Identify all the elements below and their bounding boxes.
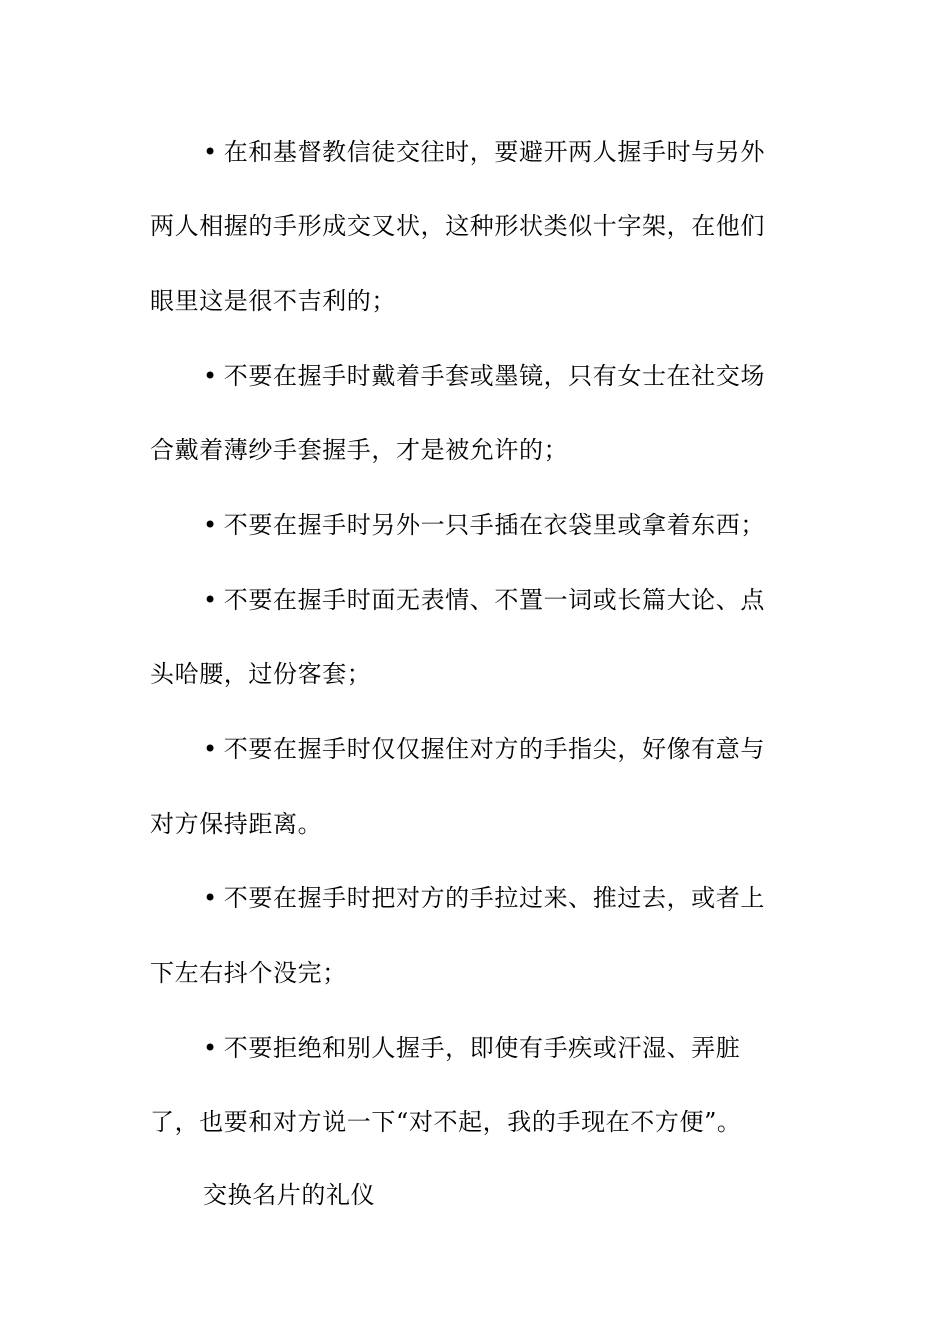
bullet-icon: • (203, 362, 218, 390)
paragraph-line: 合戴着薄纱手套握手，才是被允许的； (150, 436, 569, 464)
paragraph-line (203, 584, 765, 616)
bullet-icon: • (203, 511, 218, 539)
paragraph-line: 了，也要和对方说一下“对不起，我的手现在不方便”。 (150, 1108, 742, 1136)
paragraph-line: 两人相握的手形成交叉状，这种形状类似十字架，在他们 (150, 212, 765, 240)
paragraph-text: 不要在握手时戴着手套或墨镜，只有女士在社交场 (223, 362, 765, 390)
bullet-icon: • (203, 884, 218, 912)
section-heading: 交换名片的礼仪 (203, 1181, 376, 1209)
paragraph-text: 不要拒绝和别人握手，即使有手疾或汗湿、弄脏 (223, 1034, 741, 1062)
bullet-icon: • (203, 138, 218, 166)
paragraph-text: 不要在握手时另外一只手插在衣袋里或拿着东西； (223, 511, 765, 539)
paragraph-text: 不要在握手时面无表情、不置一词或长篇大论、点 (223, 586, 765, 614)
paragraph-line (203, 1032, 740, 1064)
paragraph-text: 在和基督教信徒交往时，要避开两人握手时与另外 (223, 138, 765, 166)
paragraph-line (203, 733, 765, 765)
paragraph-text: 不要在握手时仅仅握住对方的手指尖，好像有意与 (223, 735, 765, 763)
paragraph-line: 对方保持距离。 (150, 810, 323, 838)
paragraph-line (203, 509, 765, 541)
bullet-icon: • (203, 586, 218, 614)
paragraph-line: 头哈腰，过份客套； (150, 660, 372, 688)
bullet-icon: • (203, 735, 218, 763)
paragraph-line: 眼里这是很不吉利的； (150, 287, 396, 315)
paragraph-line (203, 360, 765, 392)
paragraph-line: 下左右抖个没完； (150, 959, 347, 987)
paragraph-line (203, 882, 765, 914)
paragraph-line (203, 136, 765, 168)
bullet-icon: • (203, 1034, 218, 1062)
paragraph-text: 不要在握手时把对方的手拉过来、推过去，或者上 (223, 884, 765, 912)
